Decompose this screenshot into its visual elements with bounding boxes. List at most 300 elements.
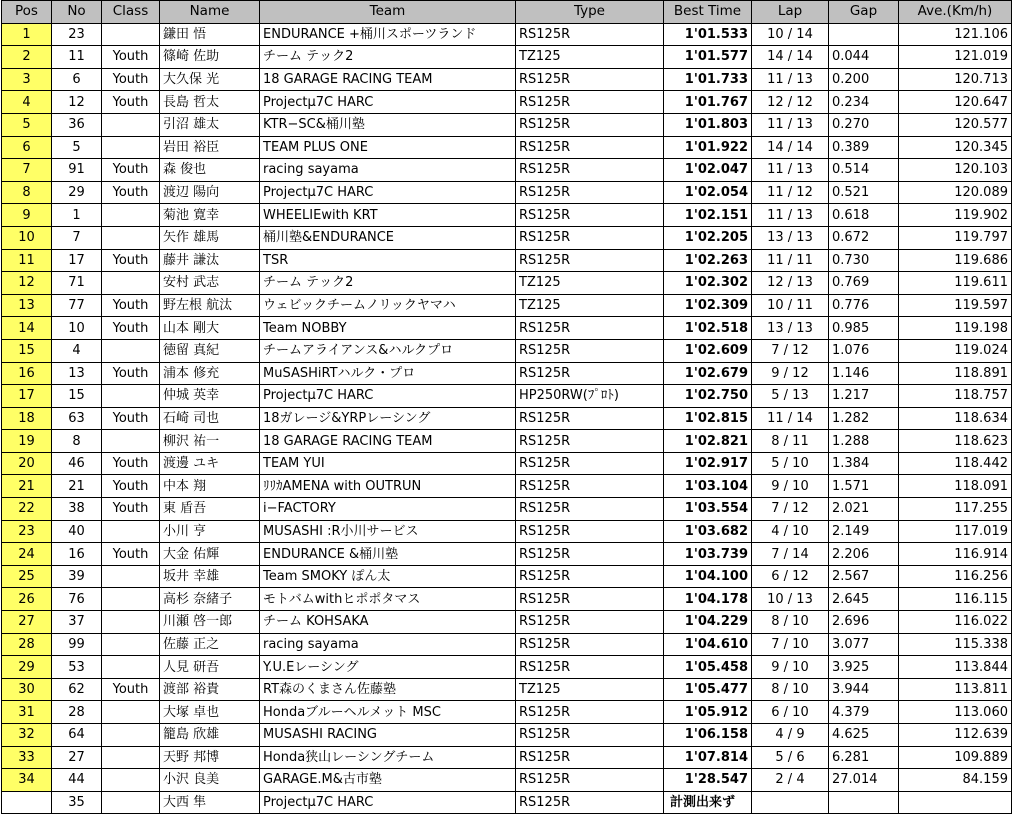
cell-gap	[829, 23, 899, 46]
cell-gap: 1.288	[829, 430, 899, 453]
cell-type: RS125R	[516, 633, 664, 656]
cell-lap: 11 / 13	[752, 68, 829, 91]
cell-best-time: 1'02.302	[664, 272, 752, 295]
cell-team: Team NOBBY	[260, 317, 516, 340]
cell-pos: 10	[2, 226, 52, 249]
cell-type: RS125R	[516, 588, 664, 611]
cell-name: 森 俊也	[160, 159, 260, 182]
cell-lap: 9 / 10	[752, 656, 829, 679]
table-row	[2, 181, 1012, 204]
cell-lap: 4 / 10	[752, 520, 829, 543]
cell-gap: 0.200	[829, 68, 899, 91]
cell-gap: 0.044	[829, 46, 899, 69]
cell-name: 安村 武志	[160, 272, 260, 295]
table-row	[2, 724, 1012, 747]
cell-pos: 11	[2, 249, 52, 272]
cell-ave: 113.844	[899, 656, 1012, 679]
table-row	[2, 701, 1012, 724]
cell-no: 53	[52, 656, 102, 679]
cell-ave: 120.103	[899, 159, 1012, 182]
cell-best-time: 1'05.477	[664, 678, 752, 701]
cell-type: RS125R	[516, 746, 664, 769]
cell-best-time: 1'02.917	[664, 452, 752, 475]
cell-pos	[2, 791, 52, 814]
cell-team: TEAM YUI	[260, 452, 516, 475]
cell-team: Team SMOKY ぽん太	[260, 565, 516, 588]
table-row	[2, 385, 1012, 408]
cell-team: ENDURANCE &桶川塾	[260, 543, 516, 566]
cell-pos: 29	[2, 656, 52, 679]
cell-class	[102, 633, 160, 656]
cell-type: RS125R	[516, 791, 664, 814]
cell-no: 99	[52, 633, 102, 656]
cell-name: 長島 哲太	[160, 91, 260, 114]
cell-type: TZ125	[516, 272, 664, 295]
cell-no: 37	[52, 611, 102, 634]
cell-no: 71	[52, 272, 102, 295]
cell-type: TZ125	[516, 294, 664, 317]
cell-name: 大塚 卓也	[160, 701, 260, 724]
cell-best-time: 1'02.047	[664, 159, 752, 182]
cell-team: ENDURANCE +桶川スポーツランド	[260, 23, 516, 46]
cell-team: 18 GARAGE RACING TEAM	[260, 68, 516, 91]
cell-lap: 12 / 12	[752, 91, 829, 114]
cell-no: 8	[52, 430, 102, 453]
cell-class: Youth	[102, 46, 160, 69]
table-row	[2, 769, 1012, 792]
table-row	[2, 294, 1012, 317]
cell-team: Projectμ7C HARC	[260, 385, 516, 408]
cell-lap: 5 / 6	[752, 746, 829, 769]
cell-lap: 14 / 14	[752, 136, 829, 159]
cell-class	[102, 520, 160, 543]
cell-pos: 17	[2, 385, 52, 408]
cell-ave: 119.198	[899, 317, 1012, 340]
cell-class	[102, 791, 160, 814]
cell-pos: 25	[2, 565, 52, 588]
table-row	[2, 272, 1012, 295]
cell-no: 44	[52, 769, 102, 792]
cell-ave: 120.713	[899, 68, 1012, 91]
cell-name: 大金 佑輝	[160, 543, 260, 566]
cell-class	[102, 136, 160, 159]
cell-team: racing sayama	[260, 633, 516, 656]
cell-lap: 13 / 13	[752, 317, 829, 340]
cell-gap: 0.618	[829, 204, 899, 227]
cell-lap: 5 / 10	[752, 452, 829, 475]
cell-lap: 7 / 10	[752, 633, 829, 656]
cell-lap: 10 / 11	[752, 294, 829, 317]
cell-class: Youth	[102, 407, 160, 430]
cell-best-time: 1'02.518	[664, 317, 752, 340]
cell-class	[102, 656, 160, 679]
cell-ave: 119.597	[899, 294, 1012, 317]
cell-name: 中本 翔	[160, 475, 260, 498]
cell-name: 柳沢 祐一	[160, 430, 260, 453]
cell-type: TZ125	[516, 678, 664, 701]
header-lap: Lap	[752, 1, 829, 24]
cell-gap: 3.925	[829, 656, 899, 679]
cell-name: 篠崎 佐助	[160, 46, 260, 69]
cell-gap: 1.282	[829, 407, 899, 430]
cell-type: RS125R	[516, 611, 664, 634]
cell-class	[102, 385, 160, 408]
cell-best-time: 1'04.178	[664, 588, 752, 611]
cell-class	[102, 226, 160, 249]
cell-class	[102, 701, 160, 724]
cell-lap: 12 / 13	[752, 272, 829, 295]
cell-lap: 7 / 12	[752, 498, 829, 521]
cell-class	[102, 588, 160, 611]
cell-name: 人見 研吾	[160, 656, 260, 679]
table-row	[2, 430, 1012, 453]
cell-team: チーム KOHSAKA	[260, 611, 516, 634]
cell-team: Projectμ7C HARC	[260, 91, 516, 114]
table-row	[2, 46, 1012, 69]
cell-pos: 1	[2, 23, 52, 46]
cell-team: Y.U.Eレーシング	[260, 656, 516, 679]
cell-ave: 113.060	[899, 701, 1012, 724]
cell-gap: 0.521	[829, 181, 899, 204]
cell-type: RS125R	[516, 68, 664, 91]
table-row	[2, 159, 1012, 182]
cell-type: RS125R	[516, 181, 664, 204]
table-row	[2, 113, 1012, 136]
cell-no: 17	[52, 249, 102, 272]
table-row	[2, 317, 1012, 340]
cell-name: 川瀬 啓一郎	[160, 611, 260, 634]
cell-best-time: 1'01.922	[664, 136, 752, 159]
cell-pos: 14	[2, 317, 52, 340]
cell-best-time: 1'02.609	[664, 339, 752, 362]
table-row	[2, 543, 1012, 566]
cell-team: Projectμ7C HARC	[260, 181, 516, 204]
cell-name: 東 盾吾	[160, 498, 260, 521]
cell-lap	[752, 791, 829, 814]
cell-team: GARAGE.M&古市塾	[260, 769, 516, 792]
cell-lap: 11 / 12	[752, 181, 829, 204]
header-ave: Ave.(Km/h)	[899, 1, 1012, 24]
cell-class: Youth	[102, 498, 160, 521]
cell-gap: 0.776	[829, 294, 899, 317]
cell-best-time: 1'02.309	[664, 294, 752, 317]
cell-no: 77	[52, 294, 102, 317]
cell-gap: 27.014	[829, 769, 899, 792]
cell-no: 13	[52, 362, 102, 385]
cell-best-time: 1'02.815	[664, 407, 752, 430]
cell-best-time: 1'07.814	[664, 746, 752, 769]
cell-ave: 115.338	[899, 633, 1012, 656]
cell-class: Youth	[102, 317, 160, 340]
cell-team: WHEELIEwith KRT	[260, 204, 516, 227]
cell-pos: 6	[2, 136, 52, 159]
cell-ave	[899, 791, 1012, 814]
cell-pos: 31	[2, 701, 52, 724]
cell-class: Youth	[102, 362, 160, 385]
cell-type: RS125R	[516, 362, 664, 385]
cell-lap: 6 / 10	[752, 701, 829, 724]
cell-lap: 10 / 13	[752, 588, 829, 611]
cell-name: 天野 邦博	[160, 746, 260, 769]
cell-type: RS125R	[516, 159, 664, 182]
cell-pos: 2	[2, 46, 52, 69]
cell-gap: 6.281	[829, 746, 899, 769]
cell-team: ウェビックチームノリックヤマハ	[260, 294, 516, 317]
cell-class: Youth	[102, 249, 160, 272]
cell-gap: 0.769	[829, 272, 899, 295]
cell-type: RS125R	[516, 520, 664, 543]
cell-class	[102, 272, 160, 295]
table-row	[2, 611, 1012, 634]
cell-gap: 0.389	[829, 136, 899, 159]
cell-class	[102, 611, 160, 634]
cell-ave: 116.256	[899, 565, 1012, 588]
cell-no: 28	[52, 701, 102, 724]
cell-gap: 2.021	[829, 498, 899, 521]
cell-pos: 7	[2, 159, 52, 182]
cell-ave: 112.639	[899, 724, 1012, 747]
cell-pos: 18	[2, 407, 52, 430]
cell-class	[102, 23, 160, 46]
cell-type: TZ125	[516, 46, 664, 69]
cell-lap: 13 / 13	[752, 226, 829, 249]
cell-pos: 19	[2, 430, 52, 453]
cell-type: RS125R	[516, 113, 664, 136]
cell-no: 10	[52, 317, 102, 340]
cell-name: 菊池 寛幸	[160, 204, 260, 227]
cell-team: RT森のくまさん佐藤塾	[260, 678, 516, 701]
cell-team: racing sayama	[260, 159, 516, 182]
cell-gap: 2.149	[829, 520, 899, 543]
cell-best-time: 1'02.821	[664, 430, 752, 453]
cell-name: 佐藤 正之	[160, 633, 260, 656]
table-row	[2, 362, 1012, 385]
cell-type: HP250RW(ﾌﾟﾛﾄ)	[516, 385, 664, 408]
cell-class	[102, 430, 160, 453]
cell-best-time: 1'04.229	[664, 611, 752, 634]
cell-pos: 15	[2, 339, 52, 362]
cell-ave: 121.106	[899, 23, 1012, 46]
cell-ave: 117.019	[899, 520, 1012, 543]
cell-lap: 7 / 14	[752, 543, 829, 566]
cell-no: 21	[52, 475, 102, 498]
cell-gap: 1.146	[829, 362, 899, 385]
cell-gap: 0.672	[829, 226, 899, 249]
cell-name: 坂井 幸雄	[160, 565, 260, 588]
cell-best-time: 1'02.054	[664, 181, 752, 204]
cell-ave: 117.255	[899, 498, 1012, 521]
cell-type: RS125R	[516, 407, 664, 430]
cell-best-time: 1'01.577	[664, 46, 752, 69]
cell-name: 大久保 光	[160, 68, 260, 91]
cell-name: 引沼 雄太	[160, 113, 260, 136]
results-body	[2, 23, 1012, 814]
cell-class	[102, 746, 160, 769]
cell-no: 40	[52, 520, 102, 543]
cell-ave: 118.091	[899, 475, 1012, 498]
cell-team: チームアライアンス&ハルクプロ	[260, 339, 516, 362]
cell-best-time: 1'01.733	[664, 68, 752, 91]
cell-no: 5	[52, 136, 102, 159]
cell-best-time: 1'04.100	[664, 565, 752, 588]
cell-type: RS125R	[516, 204, 664, 227]
cell-class	[102, 339, 160, 362]
cell-class	[102, 204, 160, 227]
cell-gap: 0.514	[829, 159, 899, 182]
cell-ave: 118.757	[899, 385, 1012, 408]
table-row	[2, 91, 1012, 114]
cell-name: 岩田 裕臣	[160, 136, 260, 159]
cell-class: Youth	[102, 91, 160, 114]
results-table	[1, 0, 1012, 814]
cell-lap: 11 / 14	[752, 407, 829, 430]
table-row	[2, 204, 1012, 227]
cell-ave: 119.024	[899, 339, 1012, 362]
cell-type: RS125R	[516, 724, 664, 747]
cell-name: 石崎 司也	[160, 407, 260, 430]
cell-no: 35	[52, 791, 102, 814]
cell-ave: 119.902	[899, 204, 1012, 227]
table-row	[2, 136, 1012, 159]
table-row	[2, 588, 1012, 611]
cell-ave: 121.019	[899, 46, 1012, 69]
cell-type: RS125R	[516, 475, 664, 498]
cell-ave: 119.611	[899, 272, 1012, 295]
cell-no: 36	[52, 113, 102, 136]
cell-gap: 2.567	[829, 565, 899, 588]
cell-ave: 118.891	[899, 362, 1012, 385]
cell-name: 渡部 裕貴	[160, 678, 260, 701]
cell-best-time: 1'02.263	[664, 249, 752, 272]
cell-pos: 13	[2, 294, 52, 317]
cell-team: TEAM PLUS ONE	[260, 136, 516, 159]
cell-name: 大西 隼	[160, 791, 260, 814]
cell-lap: 2 / 4	[752, 769, 829, 792]
cell-name: 渡辺 陽向	[160, 181, 260, 204]
cell-ave: 116.914	[899, 543, 1012, 566]
cell-team: モトバムwithヒポポタマス	[260, 588, 516, 611]
cell-pos: 3	[2, 68, 52, 91]
cell-best-time: 1'03.739	[664, 543, 752, 566]
cell-team: 18 GARAGE RACING TEAM	[260, 430, 516, 453]
header-name: Name	[160, 1, 260, 24]
cell-no: 7	[52, 226, 102, 249]
cell-gap: 1.571	[829, 475, 899, 498]
cell-team: TSR	[260, 249, 516, 272]
cell-gap: 1.217	[829, 385, 899, 408]
cell-pos: 22	[2, 498, 52, 521]
cell-no: 15	[52, 385, 102, 408]
cell-team: Honda狭山レーシングチーム	[260, 746, 516, 769]
cell-best-time: 1'03.104	[664, 475, 752, 498]
cell-lap: 5 / 13	[752, 385, 829, 408]
cell-pos: 23	[2, 520, 52, 543]
cell-lap: 7 / 12	[752, 339, 829, 362]
table-row	[2, 452, 1012, 475]
cell-ave: 119.797	[899, 226, 1012, 249]
cell-type: RS125R	[516, 498, 664, 521]
header-class: Class	[102, 1, 160, 24]
cell-best-time: 1'02.679	[664, 362, 752, 385]
cell-class: Youth	[102, 678, 160, 701]
cell-best-time: 1'05.458	[664, 656, 752, 679]
header-gap: Gap	[829, 1, 899, 24]
cell-no: 62	[52, 678, 102, 701]
cell-team: i−FACTORY	[260, 498, 516, 521]
cell-best-time: 1'02.750	[664, 385, 752, 408]
header-team: Team	[260, 1, 516, 24]
cell-class: Youth	[102, 181, 160, 204]
cell-best-time: 1'03.554	[664, 498, 752, 521]
table-row	[2, 407, 1012, 430]
cell-no: 12	[52, 91, 102, 114]
cell-pos: 30	[2, 678, 52, 701]
header-best-time: Best Time	[664, 1, 752, 24]
table-row	[2, 498, 1012, 521]
cell-best-time: 計測出来ず	[664, 791, 752, 814]
header-no: No	[52, 1, 102, 24]
table-row	[2, 226, 1012, 249]
cell-no: 23	[52, 23, 102, 46]
cell-lap: 9 / 10	[752, 475, 829, 498]
table-row	[2, 746, 1012, 769]
table-row	[2, 68, 1012, 91]
cell-type: RS125R	[516, 656, 664, 679]
cell-ave: 116.115	[899, 588, 1012, 611]
header-type: Type	[516, 1, 664, 24]
cell-class	[102, 769, 160, 792]
cell-pos: 20	[2, 452, 52, 475]
table-row	[2, 475, 1012, 498]
cell-ave: 118.623	[899, 430, 1012, 453]
cell-no: 6	[52, 68, 102, 91]
cell-pos: 12	[2, 272, 52, 295]
cell-ave: 118.442	[899, 452, 1012, 475]
cell-gap: 0.985	[829, 317, 899, 340]
cell-team: ﾘﾘｶAMENA with OUTRUN	[260, 475, 516, 498]
cell-type: RS125R	[516, 226, 664, 249]
cell-ave: 120.647	[899, 91, 1012, 114]
cell-lap: 10 / 14	[752, 23, 829, 46]
cell-pos: 9	[2, 204, 52, 227]
cell-lap: 11 / 13	[752, 159, 829, 182]
cell-best-time: 1'28.547	[664, 769, 752, 792]
cell-type: RS125R	[516, 91, 664, 114]
cell-lap: 9 / 12	[752, 362, 829, 385]
table-row	[2, 565, 1012, 588]
cell-gap: 3.077	[829, 633, 899, 656]
cell-pos: 32	[2, 724, 52, 747]
cell-no: 63	[52, 407, 102, 430]
cell-name: 藤井 謙汰	[160, 249, 260, 272]
cell-pos: 34	[2, 769, 52, 792]
cell-pos: 33	[2, 746, 52, 769]
cell-ave: 109.889	[899, 746, 1012, 769]
cell-no: 46	[52, 452, 102, 475]
cell-gap: 4.625	[829, 724, 899, 747]
cell-type: RS125R	[516, 452, 664, 475]
cell-no: 91	[52, 159, 102, 182]
cell-team: KTR−SC&桶川塾	[260, 113, 516, 136]
table-row	[2, 656, 1012, 679]
cell-name: 小沢 良美	[160, 769, 260, 792]
cell-type: RS125R	[516, 23, 664, 46]
cell-class	[102, 724, 160, 747]
cell-name: 山本 剛大	[160, 317, 260, 340]
header-row	[2, 1, 1012, 24]
cell-no: 27	[52, 746, 102, 769]
cell-class: Youth	[102, 543, 160, 566]
